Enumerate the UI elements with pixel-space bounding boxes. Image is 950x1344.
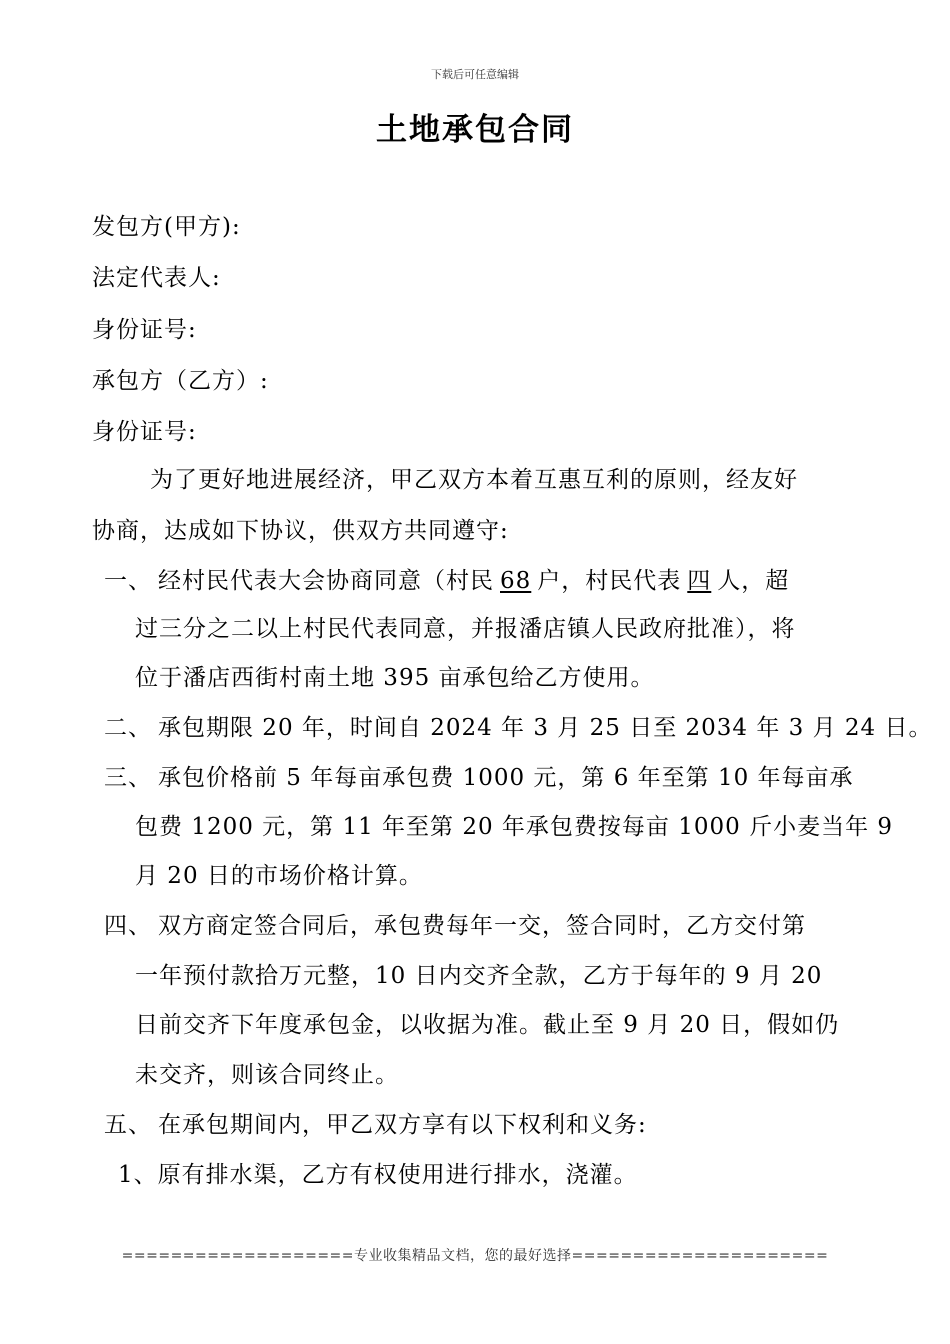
id-number-a-label: 身份证号: — [92, 317, 197, 343]
clause-1-text-b: 户，村民代表 — [537, 568, 682, 594]
id-number-b-label: 身份证号: — [92, 419, 197, 445]
party-a-label: 发包方(甲方): — [92, 214, 241, 240]
clause-4-line-3: 日前交齐下年度承包金，以收据为准。截止至 9 月 20 日，假如仍 — [135, 1012, 840, 1038]
clause-4-line-4: 未交齐，则该合同终止。 — [135, 1062, 399, 1088]
clause-1-text-c: 人，超 — [717, 568, 790, 594]
clause-1-line-1 — [158, 562, 789, 595]
clause-5-line-1: 在承包期间内，甲乙双方享有以下权利和义务: — [158, 1112, 647, 1138]
legal-rep-label: 法定代表人: — [92, 265, 221, 291]
document-title: 土地承包合同 — [376, 112, 574, 148]
clause-3-line-1: 承包价格前 5 年每亩承包费 1000 元，第 6 年至第 10 年每亩承 — [158, 765, 854, 791]
clause-2-number: 二、 — [104, 715, 152, 741]
clause-1-number: 一、 — [104, 568, 152, 594]
households-value: 68 — [500, 568, 532, 594]
representatives-value: 四 — [687, 568, 712, 594]
intro-line-2: 协商，达成如下协议，供双方共同遵守: — [92, 518, 509, 544]
clause-5-subitem-1: 1、原有排水渠，乙方有权使用进行排水，浇灌。 — [118, 1162, 638, 1188]
clause-1-line-2: 过三分之二以上村民代表同意，并报潘店镇人民政府批准），将 — [135, 616, 796, 642]
clause-5-number: 五、 — [104, 1112, 152, 1138]
clause-3-number: 三、 — [104, 765, 152, 791]
header-note: 下载后可任意编辑 — [431, 68, 519, 81]
clause-4-line-2: 一年预付款拾万元整，10 日内交齐全款，乙方于每年的 9 月 20 — [135, 963, 823, 989]
clause-3-line-3: 月 20 日的市场价格计算。 — [135, 863, 423, 889]
clause-2-line-1: 承包期限 20 年，时间自 2024 年 3 月 25 日至 2034 年 3 月 24 日。 — [158, 715, 933, 741]
clause-1-text-a: 经村民代表大会协商同意（村民 — [158, 568, 494, 594]
clause-4-line-1: 双方商定签合同后，承包费每年一交，签合同时，乙方交付第 — [158, 913, 806, 939]
clause-1-line-3: 位于潘店西街村南土地 395 亩承包给乙方使用。 — [135, 665, 655, 691]
intro-line-1: 为了更好地进展经济，甲乙双方本着互惠互利的原则，经友好 — [150, 467, 798, 493]
clause-4-number: 四、 — [104, 913, 152, 939]
party-b-label: 承包方（乙方）: — [92, 368, 269, 394]
footer-note: ===================专业收集精品文档，您的最好选择===================== — [121, 1248, 829, 1264]
clause-3-line-2: 包费 1200 元，第 11 年至第 20 年承包费按每亩 1000 斤小麦当年 9 — [135, 814, 894, 840]
